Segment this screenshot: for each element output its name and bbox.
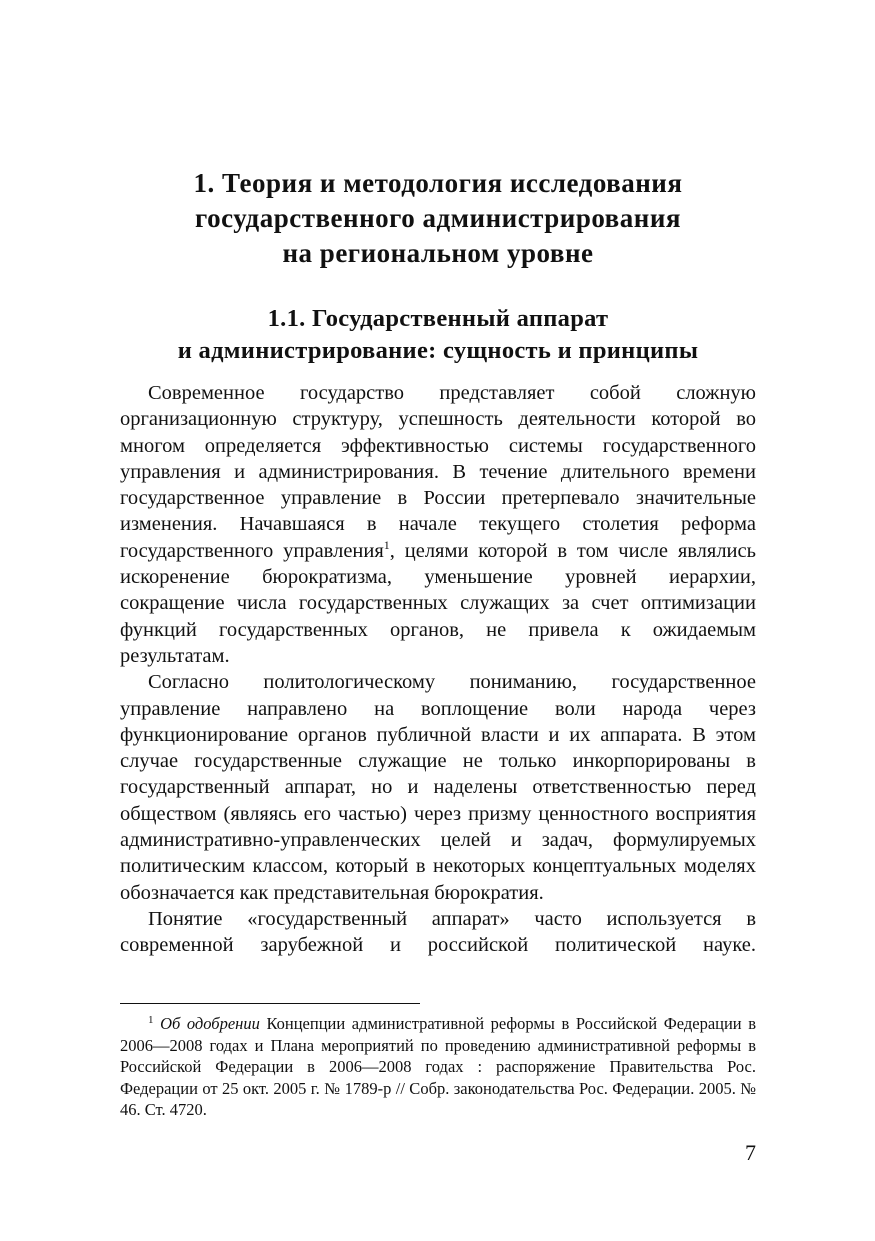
paragraph-1-text-b: , целями которой в том числе являлись искоренение бюрократизма, уменьшение уровней иерархии, сокращение числа государственных служащих за счет оптимизации функций государственных органов, не привела к ожидаемым результатам.	[120, 539, 756, 667]
chapter-title-line-3: на региональном уровне	[282, 238, 594, 268]
chapter-title-line-2: государственного администрирования	[195, 203, 681, 233]
paragraph-1-text-a: Современное государство представляет собой сложную организационную структуру, успешность деятельности которой во многом определяется эффективностью системы государственного управления и администрирования. В течение длительного времени государственное управление в России претерпевало значительные изменения. Начавшаяся в начале текущего столетия реформа государственного управления	[120, 382, 756, 562]
paragraph-2: Согласно политологическому пониманию, государственное управление направлено на воплощение воли народа через функционирование органов публичной власти и их аппарата. В этом случае государственные служащие не только инкорпорированы в государственный аппарат, но и наделены ответственностью перед обществом (являясь его частью) через призму ценностного восприятия административно-управленческих целей и задач, формулируемых политическим классом, который в некоторых концептуальных моделях обозначается как представительная бюрократия.	[120, 671, 756, 904]
section-title	[120, 303, 756, 367]
footnote-text: Концепции административной реформы в Российской Федерации в 2006—2008 годах и Плана мероприятий по проведению административной реформы в Российской Федерации в 2006—2008 годах : распоряжение Правительства Рос. Федерации от 25 окт. 2005 г. № 1789-р // Собр. законодательства Рос. Федерации. 2005. № 46. Ст. 4720.	[120, 1014, 757, 1119]
footnote-mark: 1	[148, 1014, 154, 1026]
book-page	[120, 0, 756, 1241]
footnote	[120, 1013, 756, 1121]
page-number: 7	[745, 1140, 756, 1165]
footnote-reference[interactable]: 1	[383, 537, 390, 552]
paragraph-1	[120, 380, 756, 669]
section-title-line-1: 1.1. Государственный аппарат	[267, 305, 609, 332]
footnote-separator	[120, 1003, 420, 1004]
chapter-title	[120, 166, 756, 271]
section-title-line-2: и администрирование: сущность и принципы	[177, 337, 699, 364]
chapter-title-line-1: 1. Теория и методология исследования	[193, 168, 683, 198]
body-text	[120, 380, 756, 959]
paragraph-3: Понятие «государственный аппарат» часто используется в современной зарубежной и российской политической науке.	[120, 907, 756, 957]
footnote-italic-title: Об одобрении	[160, 1014, 260, 1033]
